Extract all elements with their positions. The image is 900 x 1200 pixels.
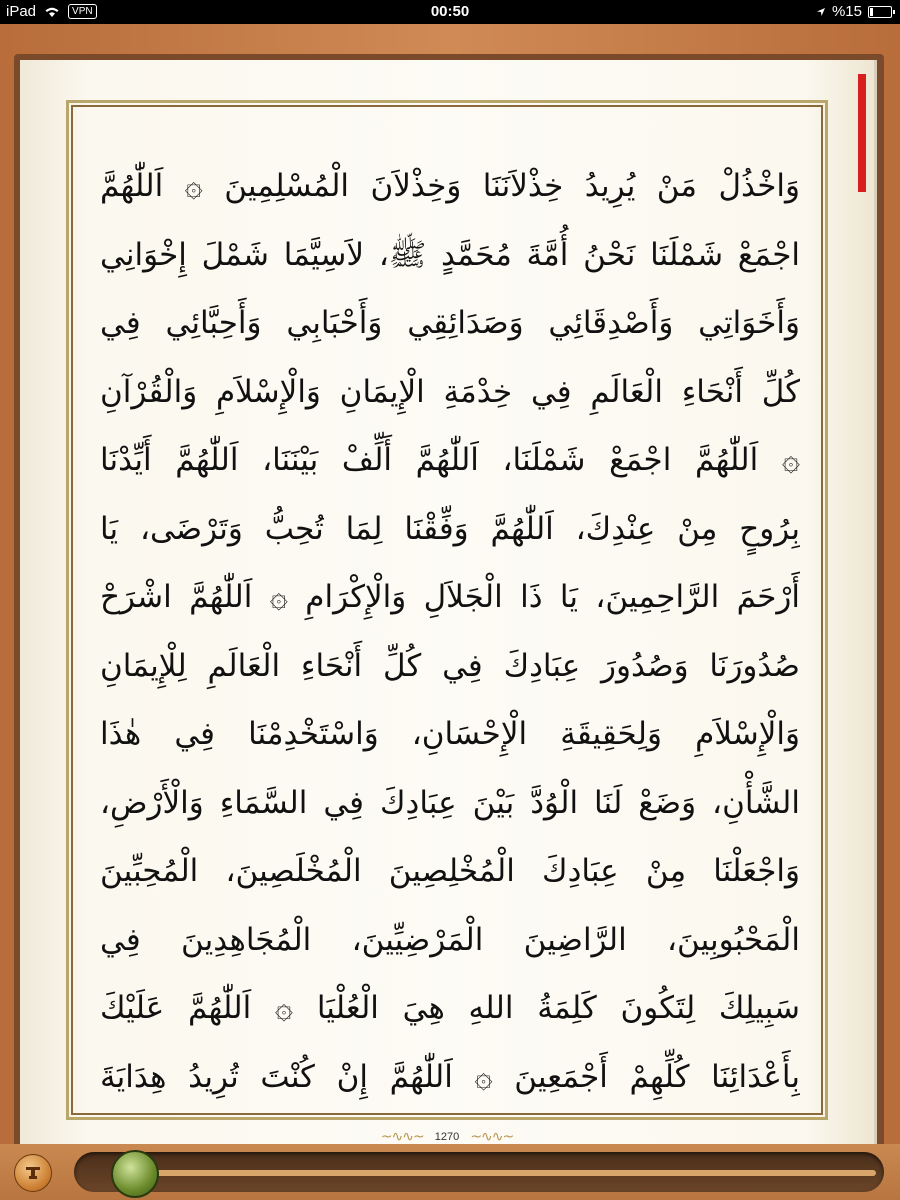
book-cover: [0, 24, 900, 1144]
battery-icon: [868, 6, 892, 18]
text-line: صُدُورَنَا وَصُدُورَ عِبَادِكَ فِي كُلِّ أَنْحَاءِ الْعَالَمِ لِلْإِيمَانِ: [100, 647, 800, 684]
status-bar: [0, 0, 900, 24]
battery-percent: %15: [831, 3, 862, 20]
bookmark-menu-button[interactable]: [14, 1154, 52, 1192]
device-label: iPad: [6, 3, 37, 20]
text-line: الْمَحْبُوبِينَ، الرَّاضِينَ الْمَرْضِيِّينَ، الْمُجَاهِدِينَ فِي: [100, 921, 800, 958]
text-line: ۞ اَللّٰهُمَّ اجْمَعْ شَمْلَنَا، اَللّٰهُمَّ أَلِّفْ بَيْنَنَا، اَللّٰهُمَّ أَيِّدْنَا: [100, 442, 800, 478]
ornament-left-icon: ~∿∿~: [380, 1128, 424, 1145]
text-line: بِأَعْدَائِنَا كُلِّهِمْ أَجْمَعِينَ ۞ اَللّٰهُمَّ إِنْ كُنْتَ تُرِيدُ هِدَايَةَ: [100, 1058, 800, 1095]
ornament-right-icon: ~∿∿~: [470, 1128, 514, 1145]
bookmark-ribbon[interactable]: [858, 74, 866, 192]
page-slider-groove[interactable]: [116, 1170, 876, 1176]
text-line: سَبِيلِكَ لِتَكُونَ كَلِمَةُ اللهِ هِيَ الْعُلْيَا ۞ اَللّٰهُمَّ عَلَيْكَ: [100, 990, 800, 1026]
text-line: أَرْحَمَ الرَّاحِمِينَ، يَا ذَا الْجَلاَلِ وَالْإِكْرَامِ ۞ اَللّٰهُمَّ اشْرَحْ: [100, 579, 800, 615]
bottom-toolbar: [0, 1144, 900, 1200]
text-line: اجْمَعْ شَمْلَنَا نَحْنُ أُمَّةَ مُحَمَّدٍ ﷺ، لاَسِيَّمَا شَمْلَ إِخْوَانِي: [100, 236, 800, 273]
location-arrow-icon: [816, 7, 826, 17]
status-right: [816, 3, 892, 20]
text-line: وَاجْعَلْنَا مِنْ عِبَادِكَ الْمُخْلِصِينَ الْمُخْلَصِينَ، الْمُحِبِّينَ: [100, 853, 800, 889]
status-time: 00:50: [430, 3, 470, 20]
book-page[interactable]: [20, 60, 877, 1154]
bookmark-menu-icon: [24, 1164, 42, 1182]
text-line: الشَّأْنِ، وَضَعْ لَنَا الْوُدَّ بَيْنَ عِبَادِكَ فِي السَّمَاءِ وَالْأَرْضِ،: [100, 784, 800, 821]
text-line: وَاخْذُلْ مَنْ يُرِيدُ خِذْلاَنَنَا وَخِذْلاَنَ الْمُسْلِمِينَ ۞ اَللّٰهُمَّ: [100, 168, 800, 204]
page-number: 1270: [434, 1130, 460, 1143]
vpn-badge: VPN: [68, 4, 97, 19]
text-line: وَأَخَوَاتِي وَأَصْدِقَائِي وَصَدَائِقِي وَأَحْبَابِي وَأَحِبَّائِي فِي: [100, 305, 800, 341]
page-slider-knob[interactable]: [111, 1150, 159, 1198]
page-text: [100, 152, 800, 1111]
text-line: كُلِّ أَنْحَاءِ الْعَالَمِ فِي خِدْمَةِ الْإِيمَانِ وَالْإِسْلاَمِ وَالْقُرْآنِ: [100, 373, 800, 410]
text-line: بِرُوحٍ مِنْ عِنْدِكَ، اَللّٰهُمَّ وَفِّقْنَا لِمَا تُحِبُّ وَتَرْضَى، يَا: [100, 510, 800, 547]
text-line: وَالْإِسْلاَمِ وَلِحَقِيقَةِ الْإِحْسَانِ، وَاسْتَخْدِمْنَا فِي هٰذَا: [100, 716, 800, 752]
battery-fill: [870, 8, 873, 16]
